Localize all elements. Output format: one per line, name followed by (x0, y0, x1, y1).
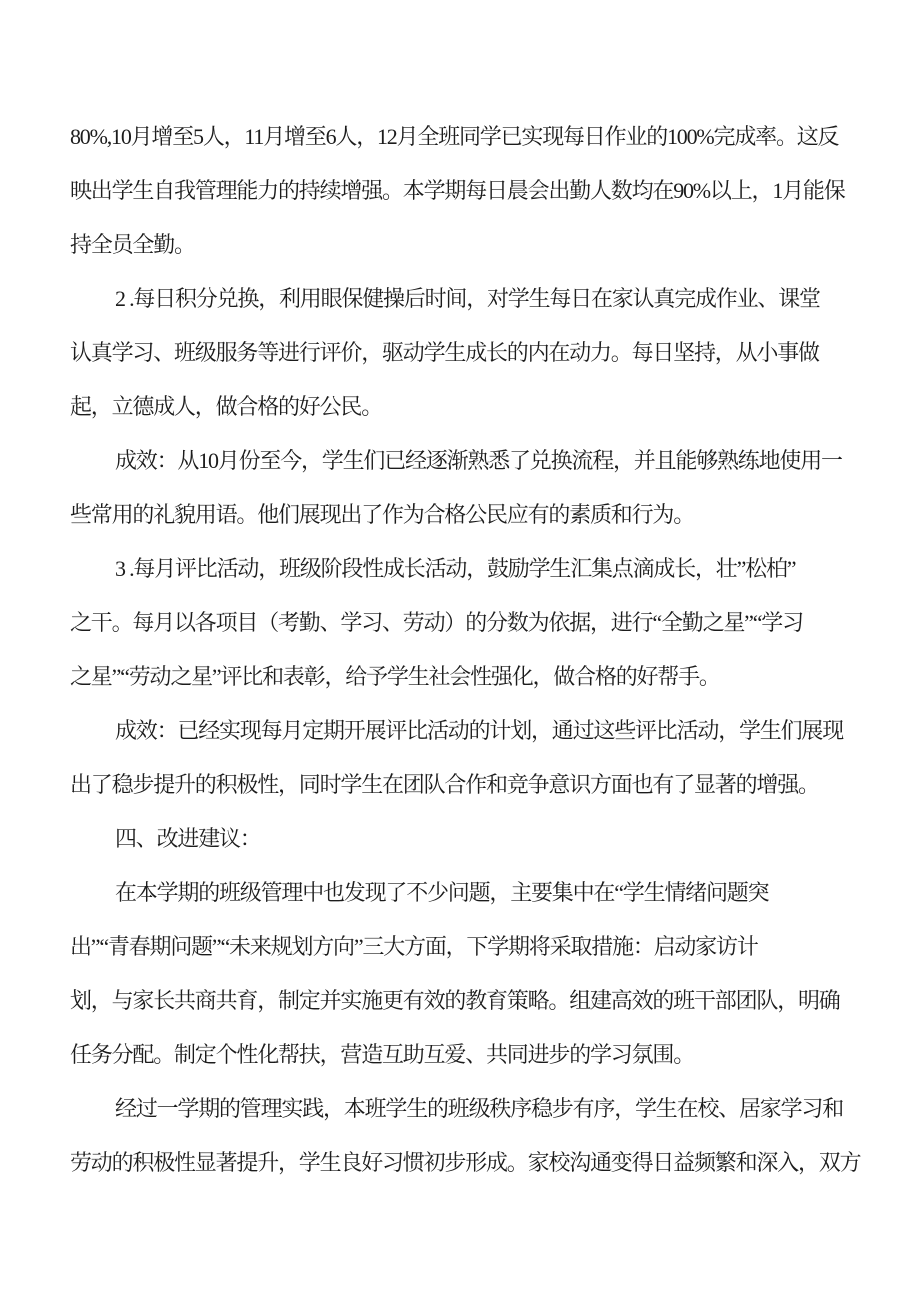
text-line: 3 .每月评比活动，班级阶段性成长活动，鼓励学生汇集点滴成长，壮”松柏” (115, 556, 796, 581)
text-line: 成效：从10月份至今，学生们已经逐渐熟悉了兑换流程，并且能够熟练地使用一 (115, 448, 842, 473)
text-line: 劳动的积极性显著提升，学生良好习惯初步形成。家校沟通变得日益频繁和深入，双方 (70, 1150, 861, 1175)
document-body (70, 110, 861, 1190)
text-line: 之星”“劳动之星”评比和表彰，给予学生社会性强化，做合格的好帮手。 (70, 664, 720, 689)
text-line: 些常用的礼貌用语。他们展现出了作为合格公民应有的素质和行为。 (70, 502, 695, 527)
text-line: 认真学习、班级服务等进行评价，驱动学生成长的内在动力。每日坚持，从小事做 (70, 340, 819, 365)
text-line: 80%,10月增至5人，11月增至6人，12月全班同学已实现每日作业的100%完成率。这反 (70, 124, 839, 149)
text-line: 映出学生自我管理能力的持续增强。本学期每日晨会出勤人数均在90%以上，1月能保 (70, 178, 845, 203)
text-line: 之干。每月以各项目（考勤、学习、劳动）的分数为依据，进行“全勤之星”“学习 (70, 610, 803, 635)
text-line: 四、改进建议： (115, 826, 261, 851)
text-line: 出”“青春期问题”“未来规划方向”三大方面，下学期将采取措施：启动家访计 (70, 934, 758, 959)
text-line: 出了稳步提升的积极性，同时学生在团队合作和竞争意识方面也有了显著的增强。 (70, 772, 819, 797)
text-line: 在本学期的班级管理中也发现了不少问题，主要集中在“学生情绪问题突 (115, 880, 769, 905)
text-line: 起，立德成人，做合格的好公民。 (70, 394, 383, 419)
text-line: 划，与家长共商共育，制定并实施更有效的教育策略。组建高效的班干部团队，明确 (70, 988, 840, 1013)
text-line: 任务分配。制定个性化帮扶，营造互助互爱、共同进步的学习氛围。 (70, 1042, 695, 1067)
text-line: 持全员全勤。 (70, 232, 195, 257)
text-line: 成效：已经实现每月定期开展评比活动的计划，通过这些评比活动，学生们展现 (115, 718, 844, 743)
text-line: 2 .每日积分兑换，利用眼保健操后时间，对学生每日在家认真完成作业、课堂 (115, 286, 820, 311)
text-line: 经过一学期的管理实践，本班学生的班级秩序稳步有序，学生在校、居家学习和 (115, 1096, 844, 1121)
